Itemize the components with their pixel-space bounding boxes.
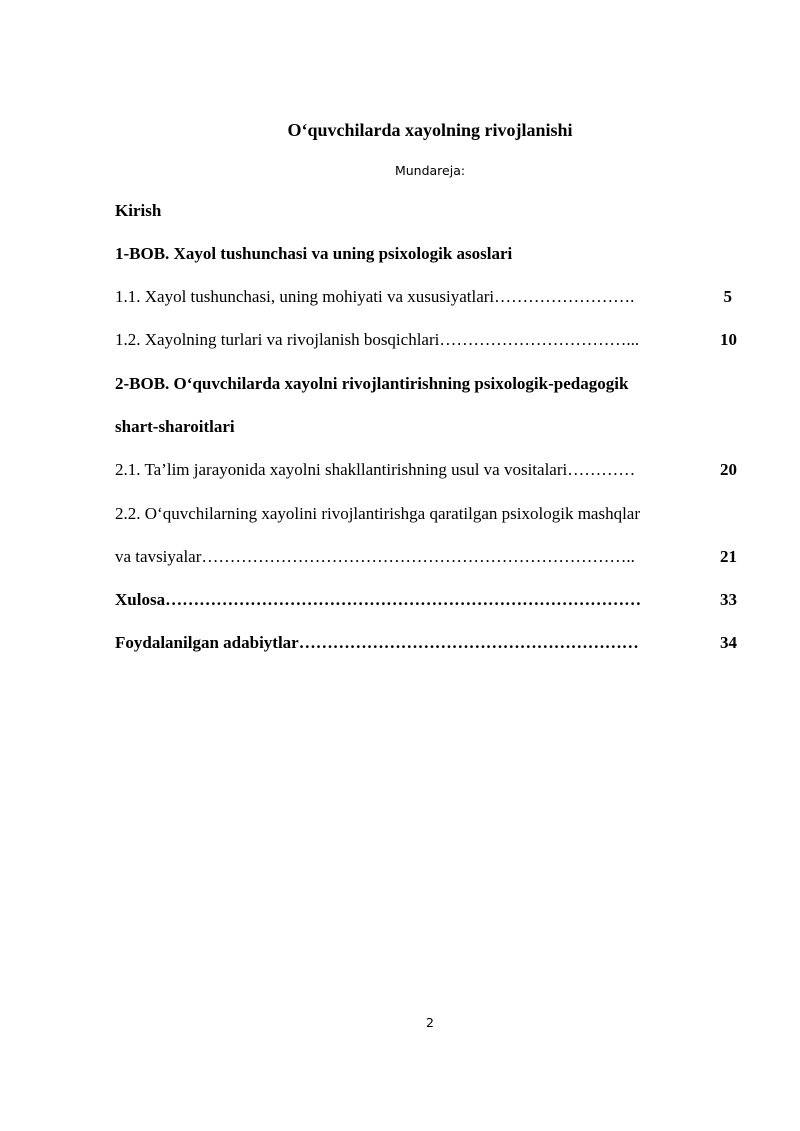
toc-entry-page: 34 xyxy=(720,633,737,652)
page-number: 2 xyxy=(426,1015,434,1030)
toc-entry-text: 2.2. O‘quvchilarning xayolini rivojlantirishga qaratilgan psixologik mashqlar xyxy=(115,504,641,523)
toc-entry-text: shart-sharoitlari xyxy=(115,417,235,436)
toc-entry-text: Foydalanilgan adabiytlar…………………………………………………… xyxy=(115,633,639,652)
toc-entry-text: Xulosa………………………………………………………………………… xyxy=(115,590,642,609)
toc-entry-page: 21 xyxy=(720,547,737,566)
toc-entry-page: 10 xyxy=(720,330,737,349)
toc-entry-page: 5 xyxy=(723,287,732,306)
toc-entry-text: Kirish xyxy=(115,201,162,220)
toc-entry-text: 2-BOB. O‘quvchilarda xayolni rivojlantirishning psixologik-pedagogik xyxy=(115,374,629,393)
toc-heading: Mundareja: xyxy=(394,163,466,178)
toc-entry-page: 20 xyxy=(720,460,737,479)
toc-entry-text: 1.1. Xayol tushunchasi, uning mohiyati va xususiyatlari……………………. xyxy=(115,287,635,306)
toc-entry-text: 1-BOB. Xayol tushunchasi va uning psixologik asoslari xyxy=(115,244,513,263)
toc-entry-text: va tavsiyalar………………………………………………………………….. xyxy=(115,547,635,566)
toc-entry-page: 33 xyxy=(720,590,737,609)
document-title: O‘quvchilarda xayolning rivojlanishi xyxy=(287,120,573,140)
toc-entry-text: 1.2. Xayolning turlari va rivojlanish bosqichlari……………………………... xyxy=(115,330,640,349)
toc-entry-text: 2.1. Ta’lim jarayonida xayolni shakllantirishning usul va vositalari………… xyxy=(115,460,636,479)
